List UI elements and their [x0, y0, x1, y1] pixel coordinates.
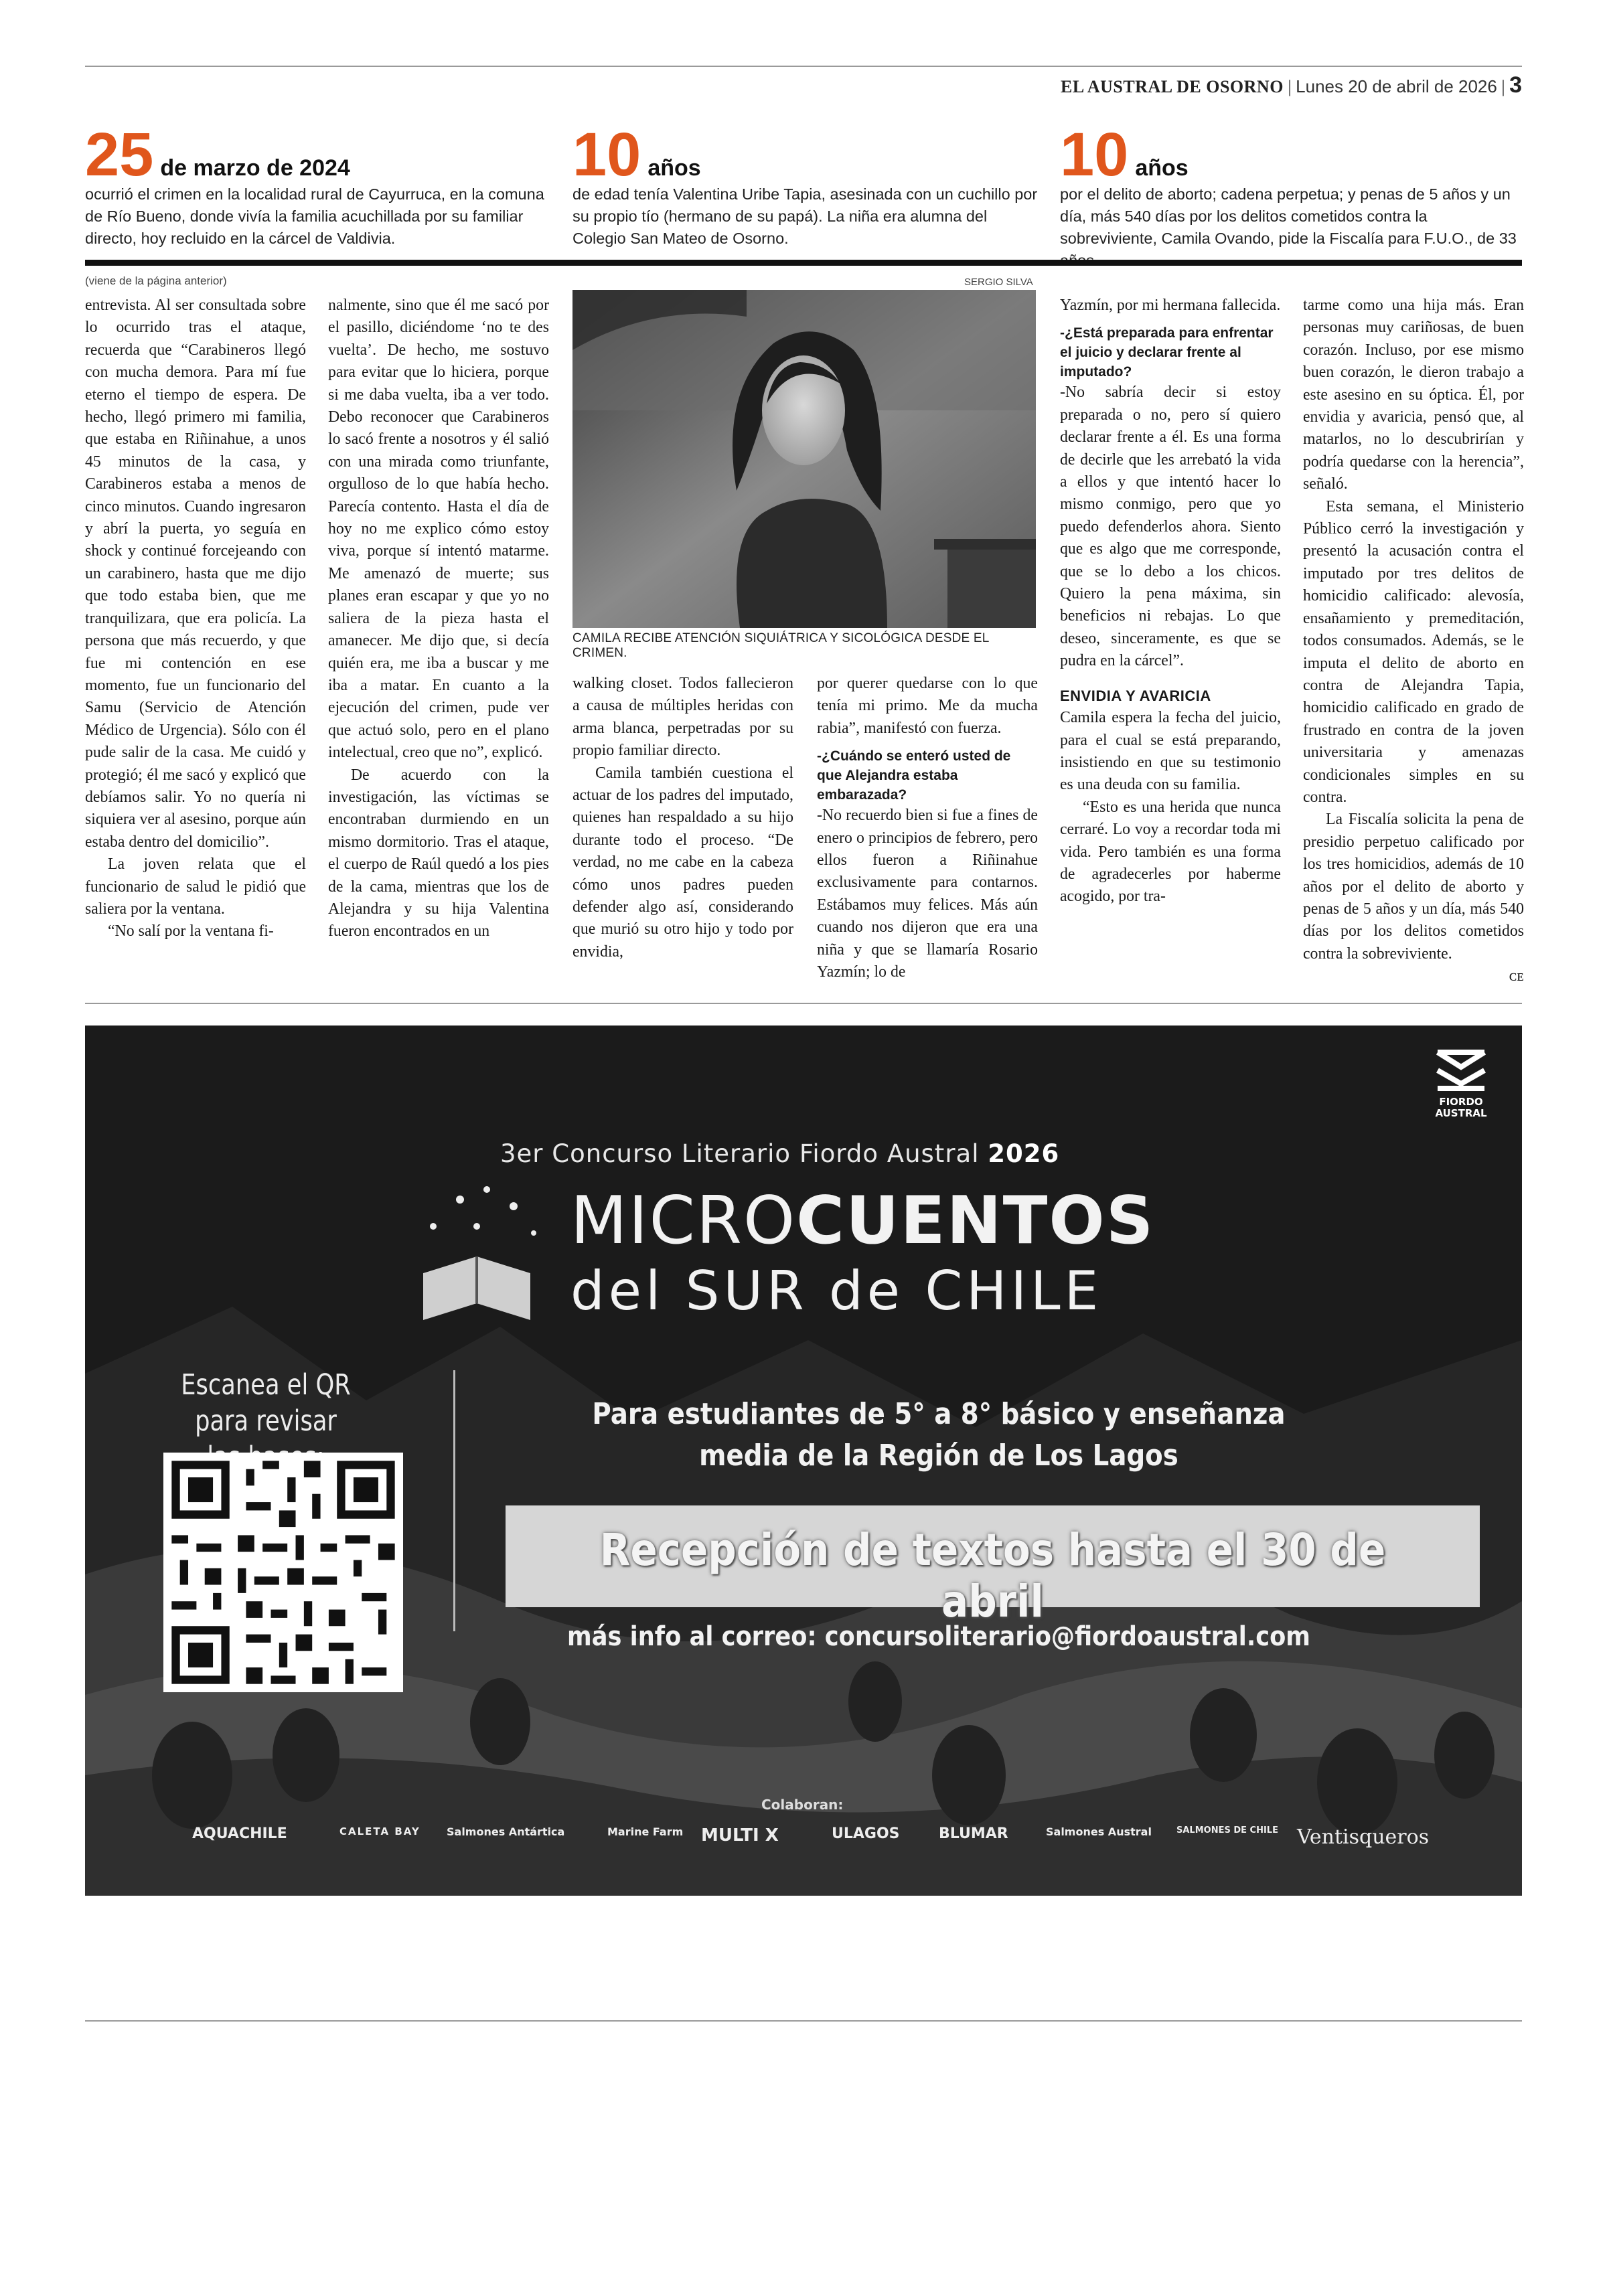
paragraph: De acuerdo con la investigación, las víctimas se encontraban durmiendo en un mismo dormitorio. Tras el ataque, el cuerpo de Raúl quedó a los pies de la cama, mientras que los de Alejandra y su hija Valentina fueron encontrados en un [328, 766, 549, 940]
article-column-1 [85, 295, 306, 943]
fact-text: de edad tenía Valentina Uribe Tapia, asesinada con un cuchillo por su propio tío (hermano de su papá). La niña era alumna del Colegio San Mateo de Osorno. [572, 185, 1038, 247]
contest-advertisement [85, 1026, 1522, 1896]
sponsor-logo: Salmones Antártica [447, 1825, 565, 1838]
fiordo-austral-logo [1424, 1047, 1498, 1119]
sponsor-logo: ULAGOS [832, 1825, 900, 1842]
contest-subtitle [500, 1139, 1059, 1168]
qr-code[interactable] [163, 1453, 403, 1692]
portrait-image [572, 290, 1036, 628]
sponsor-logo: BLUMAR [939, 1825, 1008, 1842]
contest-subtitle-text: 3er Concurso Literario Fiordo Austral [500, 1139, 980, 1168]
fact-text: ocurrió el crimen en la localidad rural de Cayurruca, en la comuna de Río Bueno, donde vivía la familia acuchillada por su familiar directo, hoy recluido en la cárcel de Valdivia. [85, 185, 544, 247]
paragraph: Esta semana, el Ministerio Público cerró la investigación y presentó la acusación contra el imputado por tres delitos de homicidio calificado: alevosía, ensañamiento y premeditación, todos consumados. Además, se le imputa el delito de aborto en contra de Alejandra Tapia, homicidio calificado en grado de frustrado en contra de la joven universitaria y amenazas condicionales simples en su contra. [1303, 497, 1524, 806]
article-column-6 [1303, 295, 1524, 988]
fact-unit: años [647, 155, 701, 181]
contact-email[interactable]: más info al correo: concursoliterario@fiordoaustral.com [567, 1621, 1310, 1652]
fact-unit: de marzo de 2024 [160, 155, 350, 181]
fact-box [572, 120, 1041, 250]
sponsor-logo: MULTI X [701, 1825, 779, 1846]
paragraph: walking closet. Todos fallecieron a causa de múltiples heridas con arma blanca, perpetradas por su propio familiar directo. [572, 675, 793, 760]
paragraph: “Esto es una herida que nunca cerraré. Lo voy a recordar toda mi vida. Pero también es una forma de agradecerles por haberme acogido, por tra- [1060, 798, 1281, 906]
top-rule [85, 66, 1522, 67]
sponsor-logo: CALETA BAY [339, 1825, 420, 1837]
brand-name: FIORDO AUSTRAL [1435, 1096, 1487, 1119]
masthead [1061, 72, 1522, 98]
photo-credit: SERGIO SILVA [964, 276, 1033, 288]
qr-instructions: Escanea el QR para revisar [181, 1368, 351, 1438]
contest-year: 2026 [988, 1139, 1060, 1168]
article-photo [572, 290, 1036, 628]
interview-question: -¿Cuándo se enteró usted de que Alejandra estaba embarazada? [817, 748, 1011, 803]
fact-text: por el delito de aborto; cadena perpetua; y penas de 5 años y un día, más 540 días por los delitos cometidos contra la sobreviviente, Camila Ovando, pide la Fiscalía para F.U.O., de 33 [1060, 185, 1517, 247]
fiordo-austral-icon [1434, 1047, 1488, 1094]
paragraph: La Fiscalía solicita la pena de presidio perpetuo calificado por los tres homicidios, además de 10 años por el delito de aborto y penas de 5 años y un día, más 540 días por los delitos cometidos contra la sobreviviente. [1303, 811, 1524, 963]
interview-question: -¿Está preparada para enfrentar el juicio y declarar frente al imputado? [1060, 325, 1274, 380]
contest-title-line2: del SUR de CHILE [570, 1260, 1103, 1322]
sponsors-label: Colaboran: [761, 1797, 844, 1813]
photo-caption: CAMILA RECIBE ATENCIÓN SIQUIÁTRICA Y SICOLÓGICA DESDE EL CRIMEN. [572, 631, 989, 660]
target-audience: Para estudiantes de 5° a 8° básico y enseñanza media de la Región de Los Lagos [592, 1397, 1286, 1473]
article-bottom-rule [85, 1003, 1522, 1004]
article-column-5 [1060, 295, 1281, 908]
masthead-separator: | [1288, 77, 1292, 96]
masthead-separator: | [1501, 77, 1505, 96]
title-bold: CUENTOS [796, 1183, 1155, 1259]
paragraph: -No sabría decir si estoy preparada o no, pero sí quiero declarar frente a él. Es una forma de decirle que les arrebató la vida a ellos y que intentó hacer lo mismo conmigo, pero que yo puedo defenderlos ahora. Siento que es algo que me corresponde, que se lo debo a los chicos. Quiero la pena máxima, sin beneficios ni rebajas. Lo que deseo, sinceramente, es que se pudra en la cárcel”. [1060, 384, 1281, 670]
paragraph: La joven relata que el funcionario de salud le pidió que saliera por la ventana. [85, 855, 306, 918]
title-light: MICRO [570, 1183, 797, 1259]
sponsor-logo: Ventisqueros [1297, 1825, 1430, 1849]
article-column-3 [572, 673, 793, 963]
publication-name: EL AUSTRAL DE OSORNO [1061, 77, 1284, 96]
section-divider [85, 260, 1522, 266]
end-mark: ᴄᴇ [1509, 967, 1524, 985]
ad-divider [453, 1370, 455, 1631]
contest-title [570, 1183, 1154, 1259]
page-bottom-rule [85, 2020, 1522, 2022]
fact-number: 25 [85, 120, 154, 189]
fact-number: 10 [572, 120, 641, 189]
paragraph: Yazmín, por mi hermana fallecida. [1060, 297, 1281, 314]
paragraph: tarme como una hija más. Eran personas muy cariñosas, de buen corazón. Incluso, por ese mismo buen corazón, le dieron trabajo a este asesino en su óptica. Él, por envidia y avaricia, pensó que, al matarlos, no lo descubrirían y podría quedarse con la herencia”, señaló. [1303, 297, 1524, 493]
sponsor-logo: Salmones Austral [1046, 1825, 1152, 1838]
fact-box [85, 120, 554, 250]
sponsor-logo: SALMONES DE CHILE [1176, 1825, 1278, 1835]
sponsor-logo: Marine Farm [607, 1825, 684, 1838]
paragraph: Camila también cuestiona el actuar de los padres del imputado, quienes han respaldado a su hijo durante todo el proceso. “De verdad, no me cabe en la cabeza cómo unos padres pueden defender algo así, considerando que murió su otro hijo y todo por envidia, [572, 764, 793, 961]
paragraph: entrevista. Al ser consultada sobre lo ocurrido tras el ataque, recuerda que “Carabineros llegó con mucha demora. Para mí fue eterno el tiempo de espera. De hecho, llegó primero mi familia, que estaba en Riñinahue, a unos 45 minutos de la casa, y Carabineros estaba a menos de cinco minutos. Cuando ingresaron y abrí la puerta, yo seguía en shock y continué forcejeando con un carabinero, hasta que me dijo que todo estaba bien, que me tranquilizara, que era policía. La persona que más recuerdo, y que fue mi contención en ese momento, fue un funcionario del Samu (Servicio de Atención Médico de Urgencia). Sólo con él pude salir de la casa. Me cuidó y protegió; él me sacó y explicó que debíamos salir. Yo no quería ni siquiera ver al asesino, porque aún estaba dentro del domicilio”. [85, 297, 306, 851]
subheading: ENVIDIA Y AVARICIA [1060, 687, 1211, 704]
article-column-2 [328, 295, 549, 943]
qr-code-icon [163, 1453, 403, 1692]
deadline-text: Recepción de textos hasta el 30 de abril [599, 1524, 1386, 1627]
paragraph: -No recuerdo bien si fue a fines de enero o principios de febrero, pero ellos fueron a Riñinahue exclusivamente para contarnos. Estábamos muy felices. Más aún cuando nos dijeron que era una niña y que se llamaría Rosario Yazmín; lo de [817, 807, 1038, 981]
paragraph: Camila espera la fecha del juicio, para el cual se está preparando, insistiendo en que su testimonio es una deuda con su familia. [1060, 709, 1281, 794]
paragraph: nalmente, sino que él me sacó por el pasillo, diciéndome ‘no te des vuelta’. De hecho, me sostuvo para evitar que lo hiciera, porque si me daba vuelta, iba a ver todo. Debo reconocer que Carabineros lo sacó frente a nosotros y él salió con una mirada como triunfante, orgulloso de lo que había hecho. Parecía contento. Hasta el día de hoy no me explico cómo estoy viva, porque sí intentó matarme. Me amenazó de muerte; sus planes eran escapar y que yo no saliera de la pieza hasta el amanecer. Me dijo que, si decía quién era, me iba a buscar y me iba a matar. En cuanto a la ejecución del crimen, pude ver que actuó solo, pero en el plano intelectual, creo que no”, explicó. [328, 297, 549, 762]
continued-note: (viene de la página anterior) [85, 274, 227, 287]
issue-date: Lunes 20 de abril de 2026 [1296, 76, 1497, 96]
sponsor-logo: AQUACHILE [192, 1825, 287, 1842]
page-number: 3 [1509, 72, 1522, 98]
paragraph: por querer quedarse con lo que tenía mi primo. Me da mucha rabia”, manifestó con fuerza. [817, 675, 1038, 737]
fact-unit: años [1135, 155, 1189, 181]
paragraph: “No salí por la ventana fi- [108, 922, 274, 940]
article-column-4 [817, 673, 1038, 983]
fact-number: 10 [1060, 120, 1129, 189]
fact-box [1060, 120, 1529, 272]
